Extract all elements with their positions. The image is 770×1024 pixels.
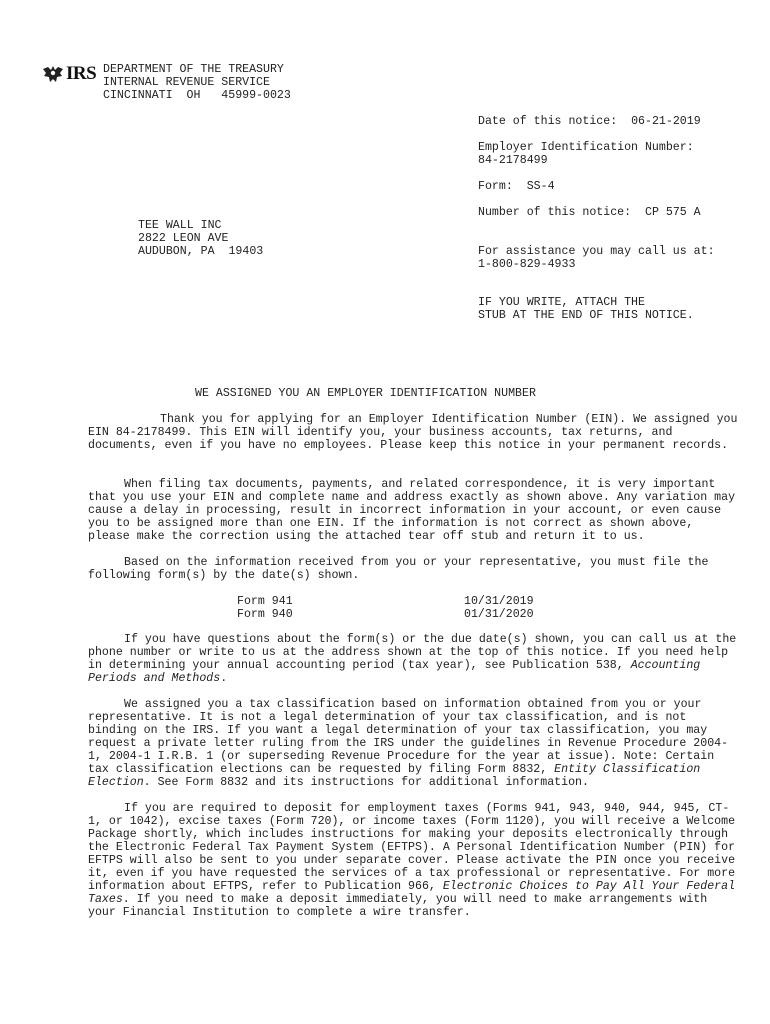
form-due-name: Form 940 [237, 608, 293, 621]
form-due-date: 01/31/2020 [464, 608, 534, 621]
notice-date-label: Date of this notice: [478, 115, 618, 128]
ein-label: Employer Identification Number: [478, 141, 694, 154]
notice-date-value: 06-21-2019 [631, 115, 701, 128]
form-type [478, 180, 555, 193]
paragraph-text: . If you need to make a deposit immediately, you will need to make arrangements with your Financial Institution to complete a wire transfer. [88, 893, 708, 919]
notice-number-label: Number of this notice: [478, 206, 632, 219]
paragraph-text: . [220, 672, 228, 685]
recipient-city: AUDUBON, PA 19403 [138, 245, 264, 258]
recipient-street: 2822 LEON AVE [138, 232, 229, 245]
agency-line-1: DEPARTMENT OF THE TREASURY [103, 63, 284, 76]
notice-title: WE ASSIGNED YOU AN EMPLOYER IDENTIFICATION NUMBER [195, 387, 536, 400]
write-instruction-2: STUB AT THE END OF THIS NOTICE. [478, 309, 694, 322]
agency-line-2: INTERNAL REVENUE SERVICE [103, 76, 270, 89]
paragraph-text: . See Form 8832 and its instructions for additional information. [143, 776, 589, 789]
recipient-name: TEE WALL INC [138, 219, 222, 232]
form-title: Entity Classification Election [88, 763, 701, 789]
paragraph-text: If you have questions about the form(s) or the due date(s) shown, you can call us at the phone number or write to us at the address shown at the top of this notice. If you need help in determining your annual accounting period (tax year), see Publication 538, [88, 633, 737, 672]
notice-date [478, 115, 701, 128]
publication-title: Electronic Choices to Pay All Your Federal Taxes [88, 880, 736, 906]
assistance-label: For assistance you may call us at: [478, 245, 715, 258]
paragraph-text: Based on the information received from you or your representative, you must file the following form(s) by the date(s) shown. [88, 556, 709, 582]
irs-logo [42, 64, 96, 84]
publication-title: Accounting Periods and Methods [88, 659, 701, 685]
paragraph-ein-assigned [88, 413, 738, 452]
form-due-date: 10/31/2019 [464, 595, 534, 608]
paragraph-text: When filing tax documents, payments, and related correspondence, it is very important that you use your EIN and complete name and address exactly as shown above. Any variation may cause a delay in processing, result in incorrect information in your account, or even cause you to be assigned more than one EIN. If the information is not correct as shown above, please make the correction using the attached tear off stub and return it to us. [88, 478, 736, 543]
paragraph-text: Thank you for applying for an Employer Identification Number (EIN). We assigned you EIN 84-2178499. This EIN will identify you, your business accounts, tax returns, and documents, even if you have no employees. Please keep this notice in your permanent records. [88, 413, 738, 452]
paragraph-text: We assigned you a tax classification based on information obtained from you or your representative. It is not a legal determination of your tax classification, and is not binding on the IRS. If you want a legal determination of your tax classification, you may request a private letter ruling from the IRS under the guidelines in Revenue Procedure 2004-1, 2004-1 I.R.B. 1 (or superseding Revenue Procedure for the year at issue). Note: Certain tax classification elections can be requested by filing Form 8832, [88, 698, 729, 776]
notice-number-value: CP 575 A [644, 206, 701, 219]
paragraph-questions [88, 633, 738, 685]
assistance-phone: 1-800-829-4933 [478, 258, 576, 271]
form-value: SS-4 [526, 180, 555, 193]
paragraph-tax-classification [88, 698, 738, 789]
paragraph-text: If you are required to deposit for employment taxes (Forms 941, 943, 940, 944, 945, CT-1, or 1042), excise taxes (Form 720), or income taxes (Form 1120), you will receive a Welcome Package shortly, which includes instructions for making your deposits electronically through the Electronic Federal Tax Payment System (EFTPS). A Personal Identification Number (PIN) for EFTPS will also be sent to you under separate cover. Please activate the PIN once you receive it, even if you have requested the services of a tax professional or representative. For more information about EFTPS, refer to Publication 966, [88, 802, 736, 893]
paragraph-eftps [88, 802, 738, 919]
irs-logo-text: IRS [66, 63, 97, 84]
write-instruction-1: IF YOU WRITE, ATTACH THE [478, 296, 645, 309]
notice-number [478, 206, 701, 219]
form-due-name: Form 941 [237, 595, 293, 608]
paragraph-forms-required [88, 556, 738, 582]
ein-value: 84-2178499 [478, 154, 548, 167]
irs-eagle-icon [42, 65, 64, 83]
agency-line-3: CINCINNATI OH 45999-0023 [103, 89, 291, 102]
form-label: Form: [478, 180, 513, 193]
paragraph-filing-instructions [88, 478, 738, 543]
